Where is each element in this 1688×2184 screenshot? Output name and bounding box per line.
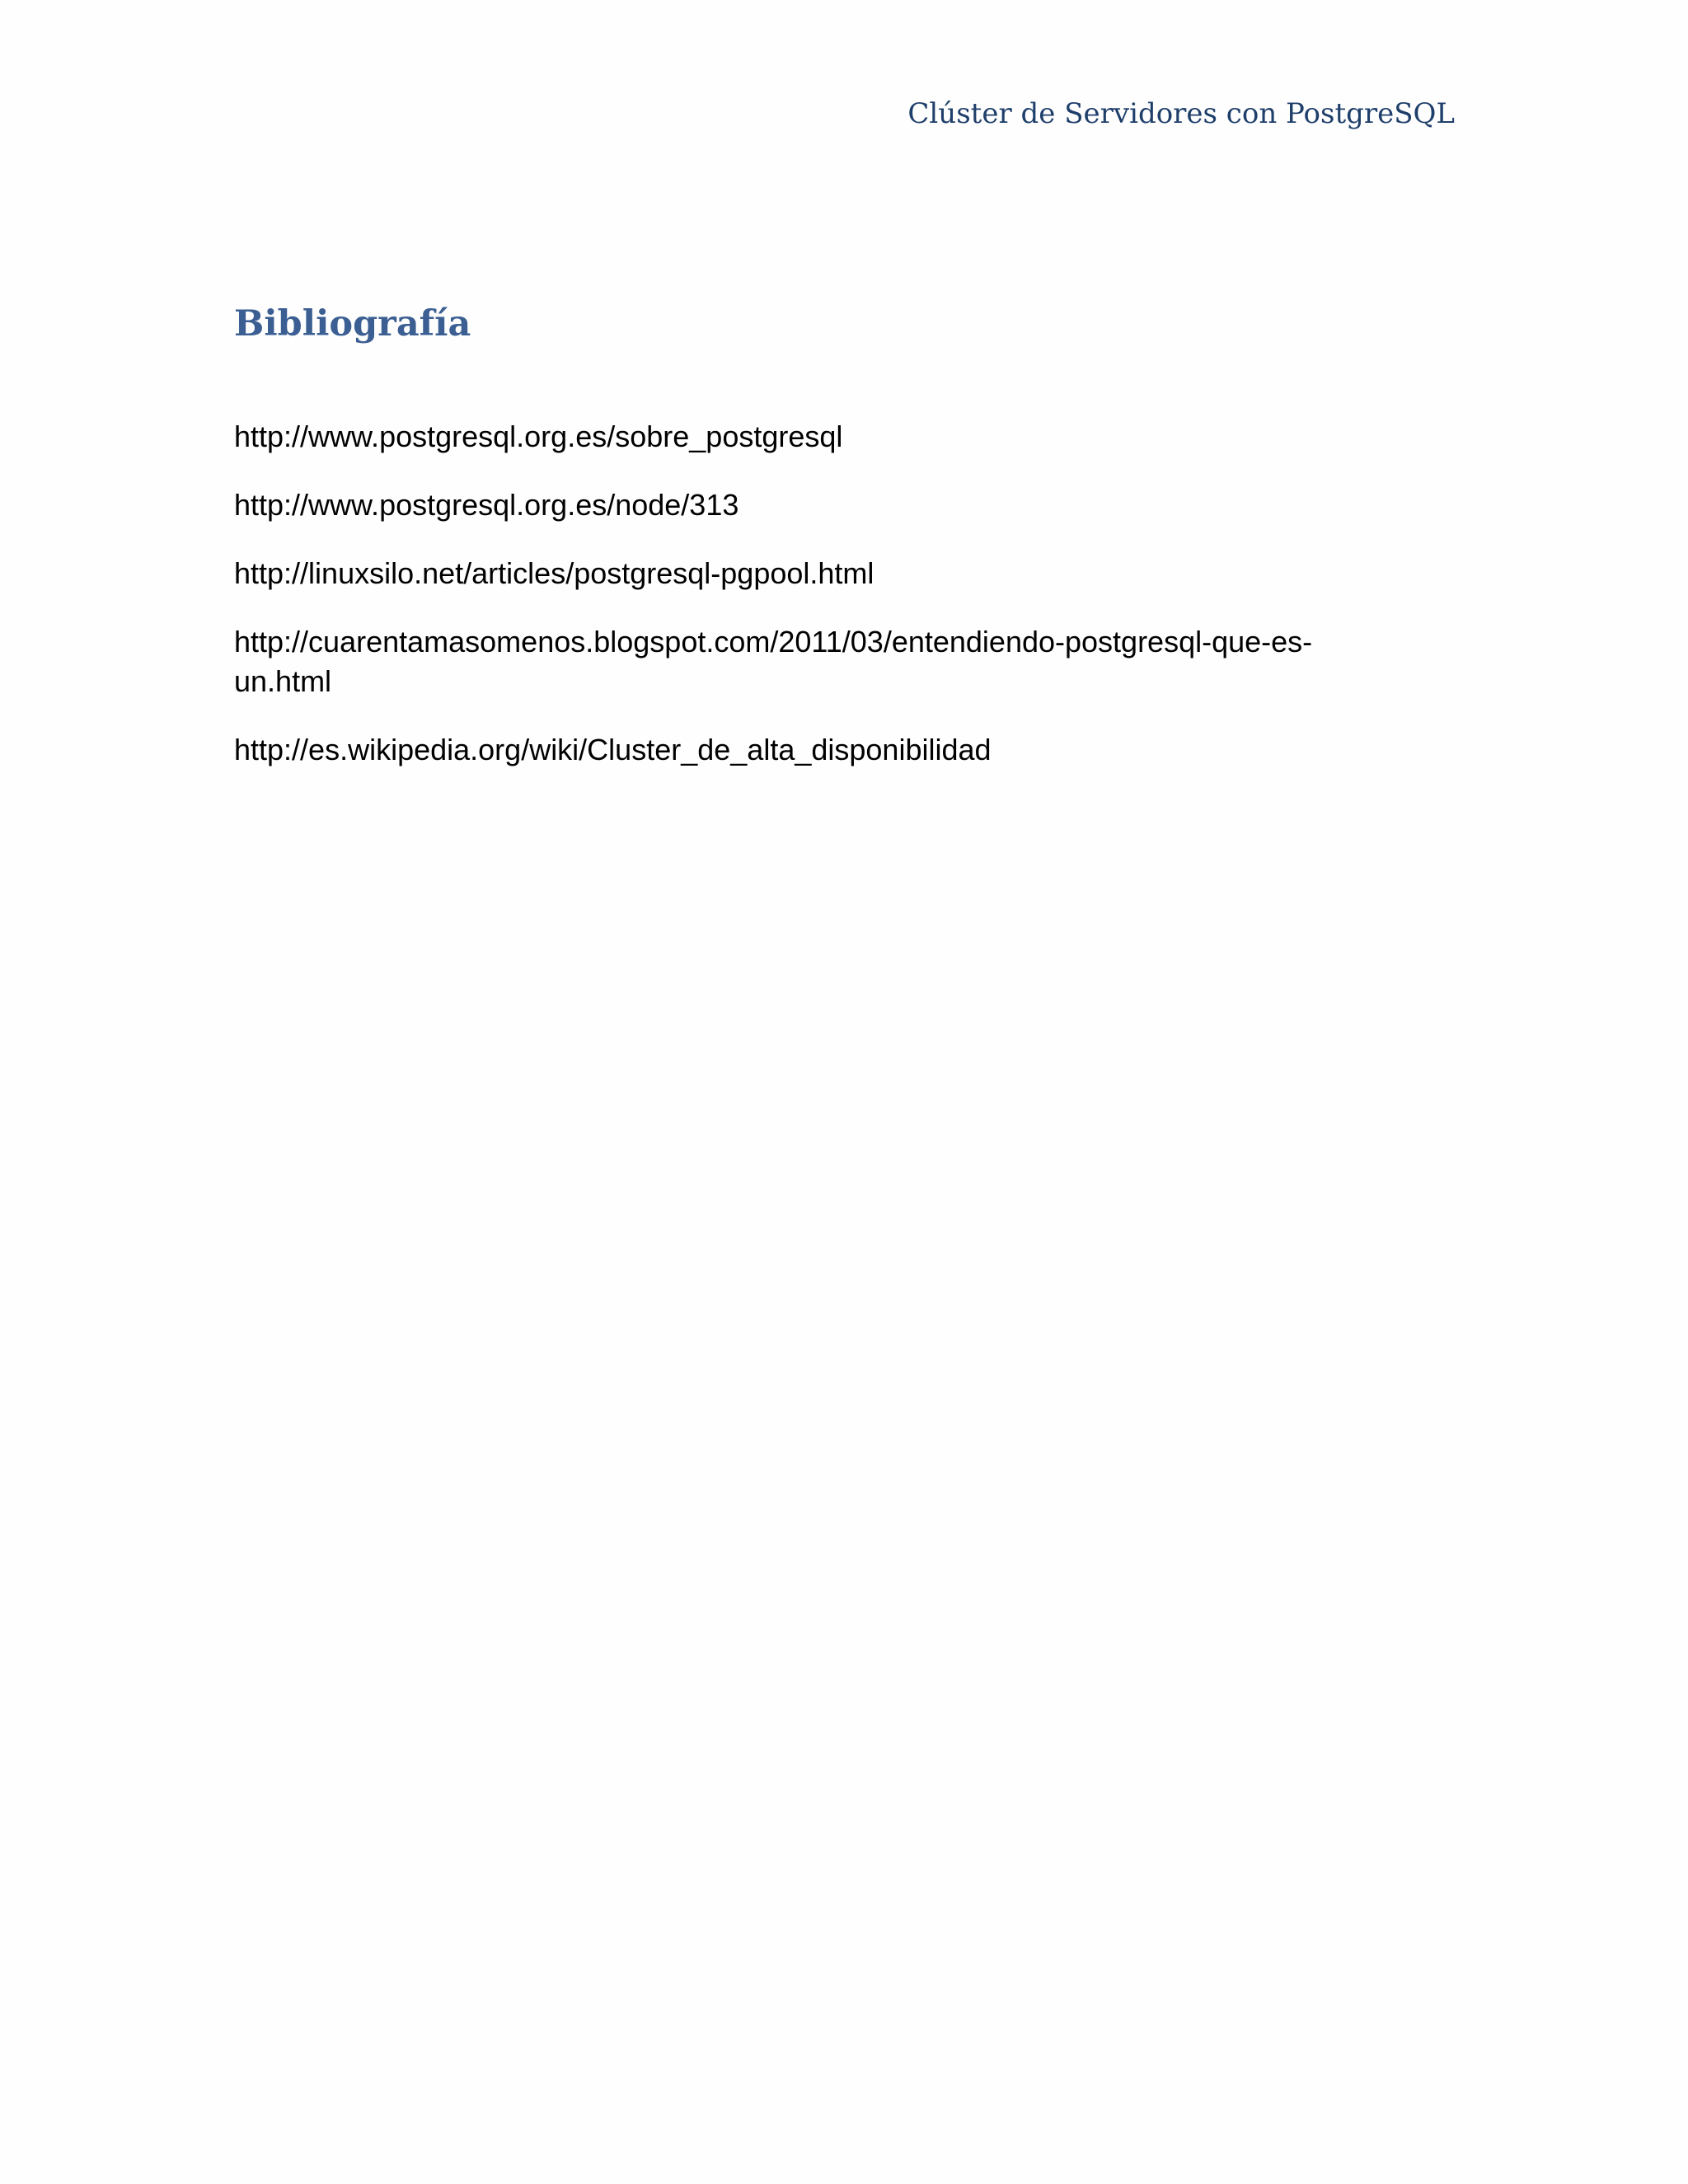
reference-item [234, 730, 1470, 770]
bibliography-heading: Bibliografía [234, 303, 471, 344]
reference-list [234, 417, 1470, 799]
reference-link[interactable]: http://cuarentamasomenos.blogspot.com/2011/03/entendiendo-postgresql-que-es-un.html [234, 625, 1313, 698]
reference-item [234, 417, 1470, 457]
reference-link[interactable]: http://es.wikipedia.org/wiki/Cluster_de_alta_disponibilidad [234, 733, 992, 766]
reference-item [234, 485, 1470, 525]
reference-link[interactable]: http://www.postgresql.org.es/node/313 [234, 488, 739, 522]
reference-link[interactable]: http://www.postgresql.org.es/sobre_postgresql [234, 419, 843, 453]
reference-link[interactable]: http://linuxsilo.net/articles/postgresql-pgpool.html [234, 556, 874, 590]
reference-item [234, 554, 1470, 593]
running-header: Clúster de Servidores con PostgreSQL [907, 97, 1455, 130]
reference-item [234, 622, 1388, 701]
